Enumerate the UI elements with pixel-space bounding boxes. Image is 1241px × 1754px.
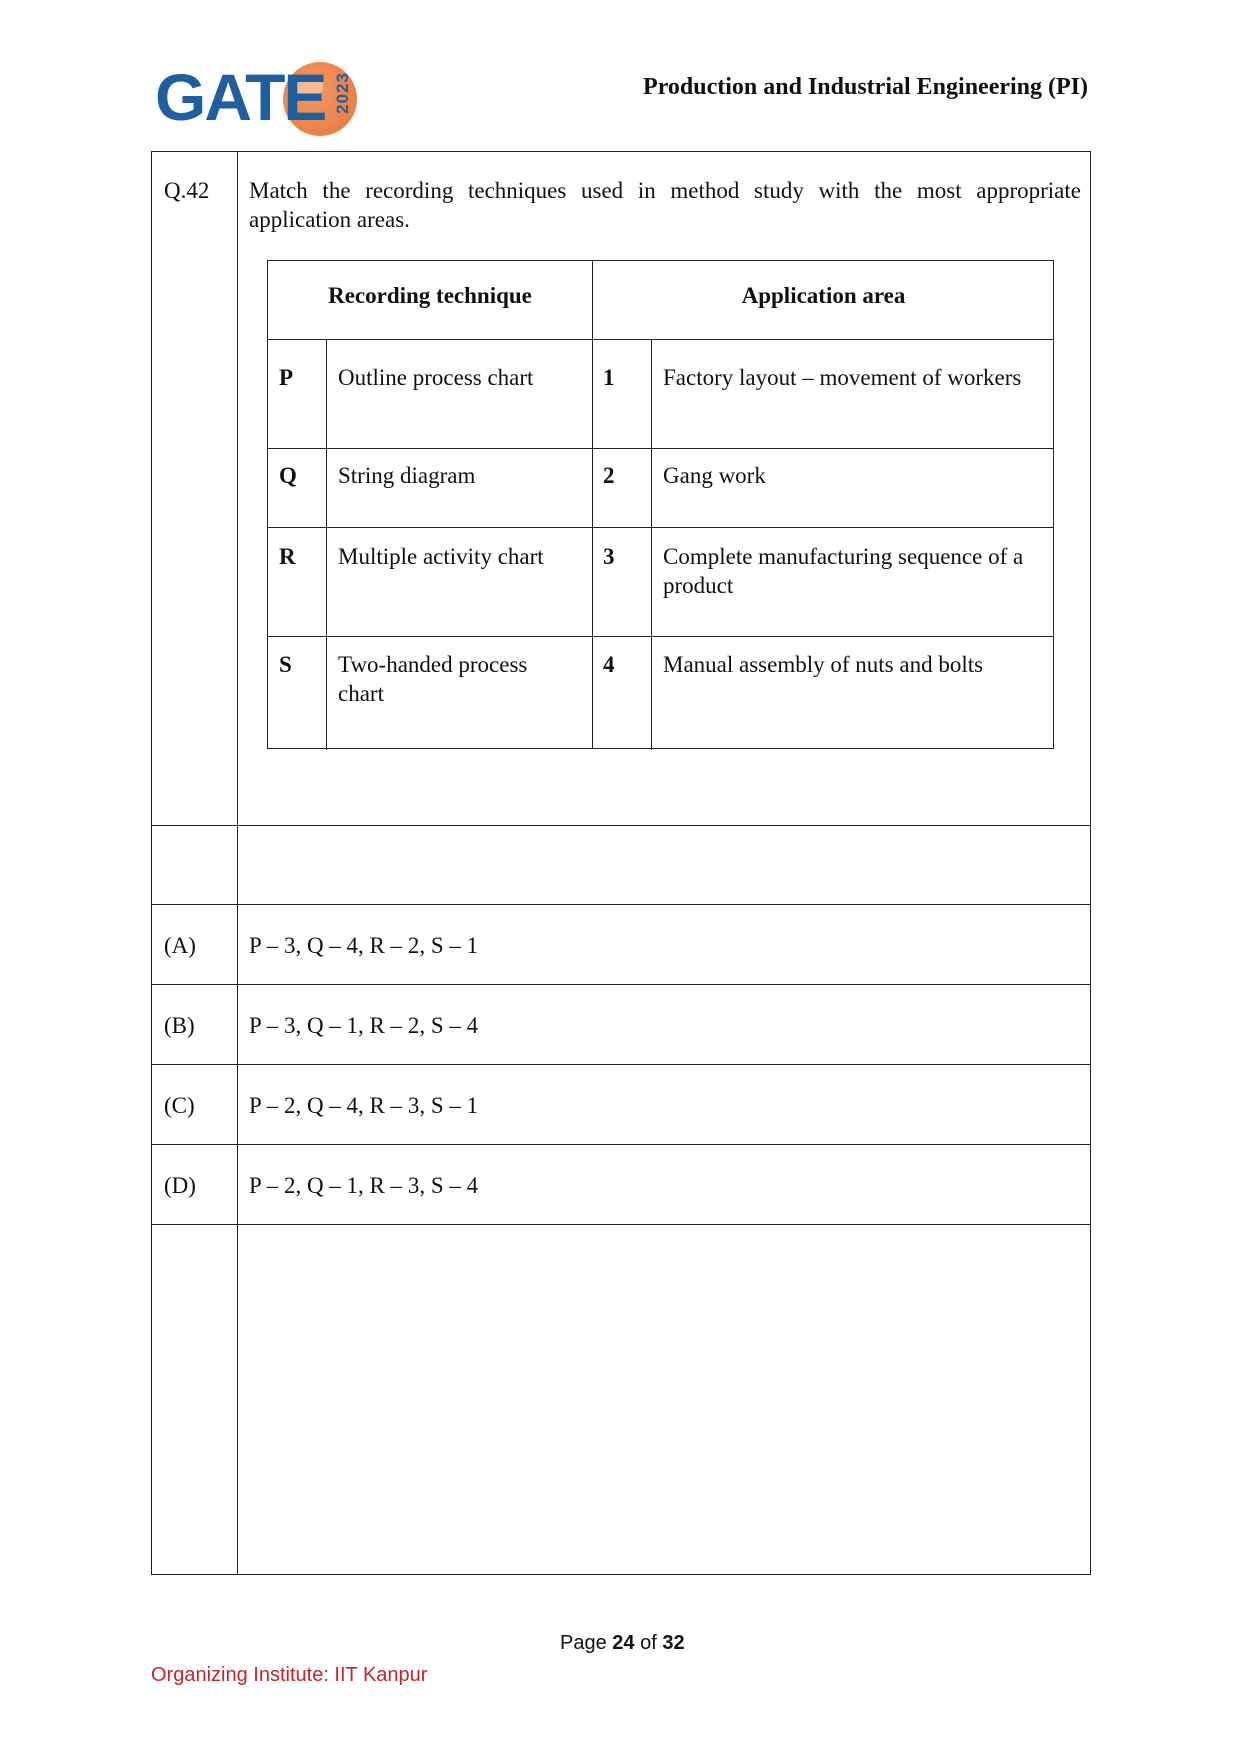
table-column-divider: [651, 339, 652, 750]
question-number: Q.42: [164, 178, 210, 203]
column-divider: [237, 152, 238, 1574]
right-column-header: Application area: [741, 283, 906, 308]
row-text-right: Gang work: [663, 463, 766, 488]
table-column-divider: [326, 339, 327, 750]
question-text: Match the recording techniques used in method study with the most appropriate application areas.: [249, 178, 1081, 232]
row-divider: [152, 1144, 1090, 1145]
page-of: of: [640, 1632, 657, 1654]
option-c-label: (C): [164, 1093, 195, 1118]
table-row-divider: [268, 636, 1053, 637]
row-divider: [152, 1064, 1090, 1065]
row-divider: [152, 825, 1090, 826]
row-key-left: P: [279, 365, 294, 390]
row-key-right: 1: [603, 365, 615, 390]
row-key-left: Q: [279, 463, 297, 488]
row-key-right: 4: [603, 652, 615, 677]
logo-text: GATE: [155, 60, 326, 134]
page-current: 24: [612, 1632, 635, 1654]
row-key-left: R: [279, 544, 296, 569]
organizing-institute: Organizing Institute: IIT Kanpur: [151, 1664, 428, 1686]
page-prefix: Page: [560, 1632, 607, 1654]
gate-logo: [155, 58, 355, 138]
row-text-right: Factory layout – movement of workers: [663, 365, 1022, 390]
row-key-right: 2: [603, 463, 615, 488]
option-d-label: (D): [164, 1173, 196, 1198]
option-a-text: P – 3, Q – 4, R – 2, S – 1: [249, 933, 479, 958]
paper-title: Production and Industrial Engineering (PI): [643, 74, 1088, 100]
row-text-left: Two-handed process chart: [338, 652, 528, 706]
row-text-right: Manual assembly of nuts and bolts: [663, 652, 984, 677]
row-divider: [152, 904, 1090, 905]
row-divider: [152, 1224, 1090, 1225]
option-b-label: (B): [164, 1013, 195, 1038]
logo-year: 2023: [333, 72, 352, 114]
row-text-left: Outline process chart: [338, 365, 534, 390]
option-b-text: P – 3, Q – 1, R – 2, S – 4: [249, 1013, 479, 1038]
option-d-text: P – 2, Q – 1, R – 3, S – 4: [249, 1173, 479, 1198]
question-frame: [151, 151, 1091, 1575]
row-divider: [152, 984, 1090, 985]
match-table: [267, 260, 1054, 749]
page-number: [560, 1632, 685, 1655]
row-key-left: S: [279, 652, 292, 677]
row-text-left: String diagram: [338, 463, 476, 488]
row-text-right: Complete manufacturing sequence of a product: [663, 544, 1024, 598]
row-text-left: Multiple activity chart: [338, 544, 544, 569]
left-column-header: Recording technique: [328, 283, 532, 308]
table-row-divider: [268, 527, 1053, 528]
table-row-divider: [268, 448, 1053, 449]
option-a-label: (A): [164, 933, 196, 958]
option-c-text: P – 2, Q – 4, R – 3, S – 1: [249, 1093, 479, 1118]
table-row-divider: [268, 339, 1053, 340]
page-total: 32: [662, 1632, 685, 1654]
row-key-right: 3: [603, 544, 615, 569]
table-column-divider: [592, 261, 593, 748]
